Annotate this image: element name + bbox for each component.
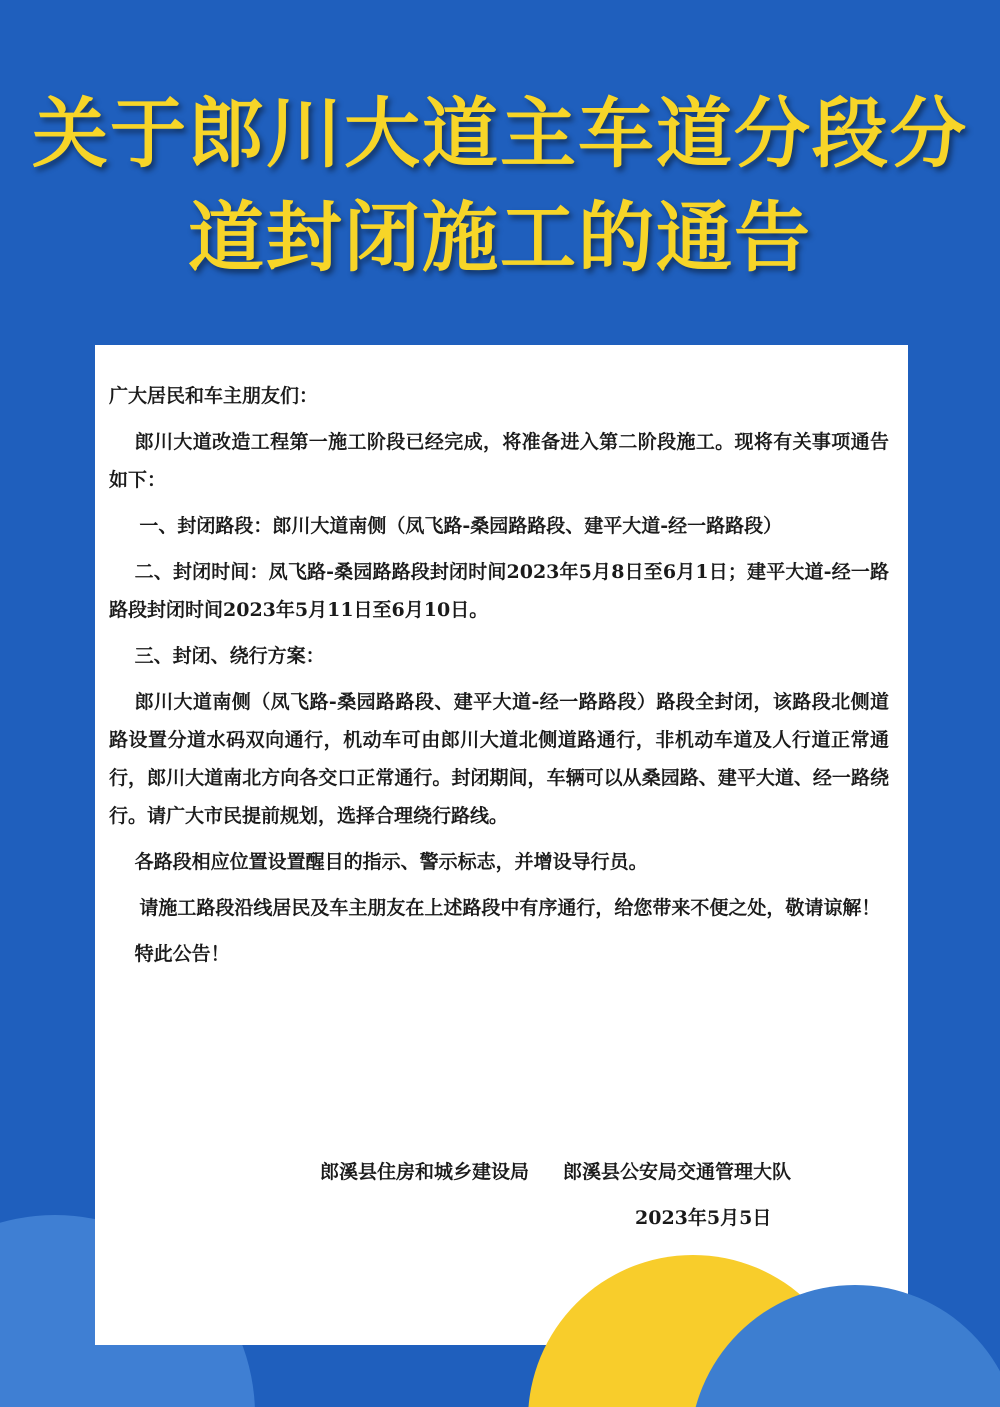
item-closure-time: 二、封闭时间：凤飞路-桑园路路段封闭时间2023年5月8日至6月1日；建平大道-经一路路段封闭时间2023年5月11日至6月10日。 [109, 561, 889, 621]
title-line-2: 道封闭施工的通告 [188, 193, 812, 282]
detour-plan-paragraph: 郎川大道南侧（凤飞路-桑园路路段、建平大道-经一路路段）路段全封闭，该路段北侧道路设置分道水码双向通行，机动车可由郎川大道北侧道路通行，非机动车道及人行道正常通行，郎川大道南北方向各交口正常通行。封闭期间，车辆可以从桑园路、建平大道、经一路绕行。请广大市民提前规划，选择合理绕行路线。 [109, 691, 889, 827]
apology-paragraph: 请施工路段沿线居民及车主朋友在上述路段中有序通行，给您带来不便之处，敬请谅解！ [139, 897, 881, 919]
item-closed-sections: 一、封闭路段：郎川大道南侧（凤飞路-桑园路路段、建平大道-经一路路段） [139, 515, 783, 537]
notice-body [109, 377, 889, 981]
intro-paragraph: 郎川大道改造工程第一施工阶段已经完成，将准备进入第二阶段施工。现将有关事项通告如下： [109, 431, 889, 491]
signature-org-traffic-police: 郎溪县公安局交通管理大队 [563, 1161, 792, 1183]
item-detour-plan-heading: 三、封闭、绕行方案： [134, 645, 325, 667]
page-title [0, 82, 1000, 290]
signs-paragraph: 各路段相应位置设置醒目的指示、警示标志，并增设导行员。 [134, 851, 648, 873]
greeting: 广大居民和车主朋友们： [109, 385, 319, 407]
closing-statement: 特此公告！ [134, 943, 230, 965]
notice-card [95, 345, 908, 1345]
signature-date: 2023年5月5日 [635, 1207, 772, 1229]
signature-org-housing-bureau: 郎溪县住房和城乡建设局 [320, 1161, 530, 1183]
title-line-1: 关于郎川大道主车道分段分 [32, 89, 968, 178]
signature-orgs [320, 1153, 791, 1191]
